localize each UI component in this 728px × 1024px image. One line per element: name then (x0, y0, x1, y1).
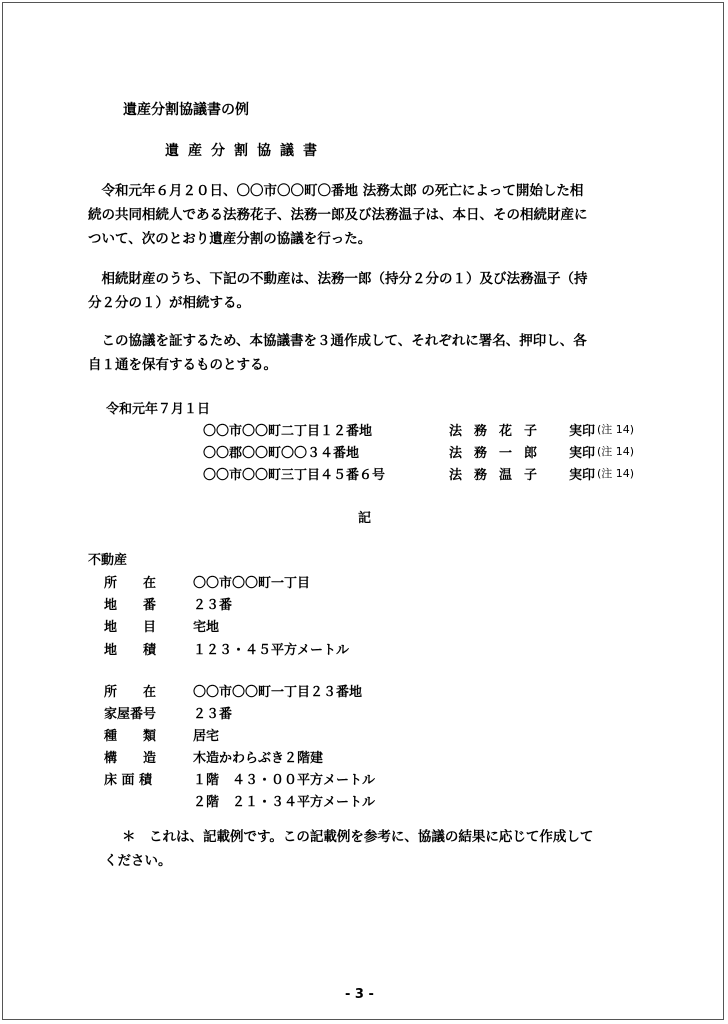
ki-marker: 記 (358, 511, 372, 526)
paragraph-property-division (88, 267, 648, 315)
paragraph-line: 相続財産のうち、下記の不動産は、法務一郎（持分２分の１）及び法務温子（持 (88, 271, 588, 287)
seal-label: 実印 (569, 446, 596, 461)
paragraph-line: 続の共同相続人である法務花子、法務一郎及び法務温子は、本日、その相続財産に (88, 207, 588, 223)
signatory-name: 法務一郎 (449, 446, 550, 461)
field-value: ２３番 (193, 598, 233, 613)
signatory-address: 〇〇市〇〇町二丁目１２番地 (203, 424, 373, 439)
note-line: ＊ これは、記載例です。この記載例を参考に、協議の結果に応じて作成して (122, 829, 594, 845)
field-label: 床 面 積 (104, 773, 153, 788)
note-reference: (注 14) (597, 423, 635, 436)
example-note (104, 825, 649, 873)
example-heading: 遺産分割協議書の例 (123, 102, 249, 118)
agreement-date: 令和元年７月１日 (106, 402, 211, 417)
seal-label: 実印 (569, 424, 596, 439)
field-label: 地 番 (104, 598, 157, 613)
paragraph-line: 令和元年６月２０日、〇〇市〇〇町〇番地 法務太郎 の死亡によって開始した相 (88, 183, 584, 199)
field-label: 構 造 (104, 751, 157, 766)
note-reference: (注 14) (597, 467, 635, 480)
field-value: １２３・４５平方メートル (193, 643, 350, 658)
document-title: 遺産分割協議書 (165, 143, 326, 159)
field-value: 宅地 (193, 620, 220, 635)
paragraph-line: 分２分の１）が相続する。 (88, 295, 250, 311)
paragraph-line: この協議を証するため、本協議書を３通作成して、それぞれに署名、押印し、各 (88, 333, 587, 349)
signatory-name: 法務花子 (449, 424, 550, 439)
field-value: 〇〇市〇〇町一丁目 (193, 576, 311, 591)
field-value: ２階 ２１・３４平方メートル (193, 795, 376, 810)
paragraph-line: ついて、次のとおり遺産分割の協議を行った。 (88, 231, 372, 247)
signatory-name: 法務温子 (449, 468, 550, 483)
property-heading: 不動産 (88, 553, 128, 568)
note-line: ください。 (104, 853, 172, 869)
page-number: - 3 - (345, 987, 374, 1002)
paragraph-inheritance-start (88, 179, 648, 251)
document-page (2, 2, 724, 1020)
field-value: 居宅 (193, 729, 220, 744)
paragraph-line: 自１通を保有するものとする。 (88, 357, 277, 373)
field-value: １階 ４３・００平方メートル (193, 773, 376, 788)
field-label: 所 在 (104, 576, 157, 591)
note-reference: (注 14) (597, 445, 635, 458)
paragraph-certification (88, 329, 648, 377)
seal-label: 実印 (569, 468, 596, 483)
field-label: 家屋番号 (104, 707, 157, 722)
field-value: 〇〇市〇〇町一丁目２３番地 (193, 685, 363, 700)
field-label: 所 在 (104, 685, 157, 700)
field-value: ２３番 (193, 707, 233, 722)
field-label: 地 目 (104, 620, 157, 635)
signatory-address: 〇〇市〇〇町三丁目４５番６号 (203, 468, 386, 483)
field-label: 地 積 (104, 643, 157, 658)
signatory-address: 〇〇郡〇〇町〇〇３４番地 (203, 446, 360, 461)
field-label: 種 類 (104, 729, 157, 744)
field-value: 木造かわらぶき２階建 (193, 751, 324, 766)
